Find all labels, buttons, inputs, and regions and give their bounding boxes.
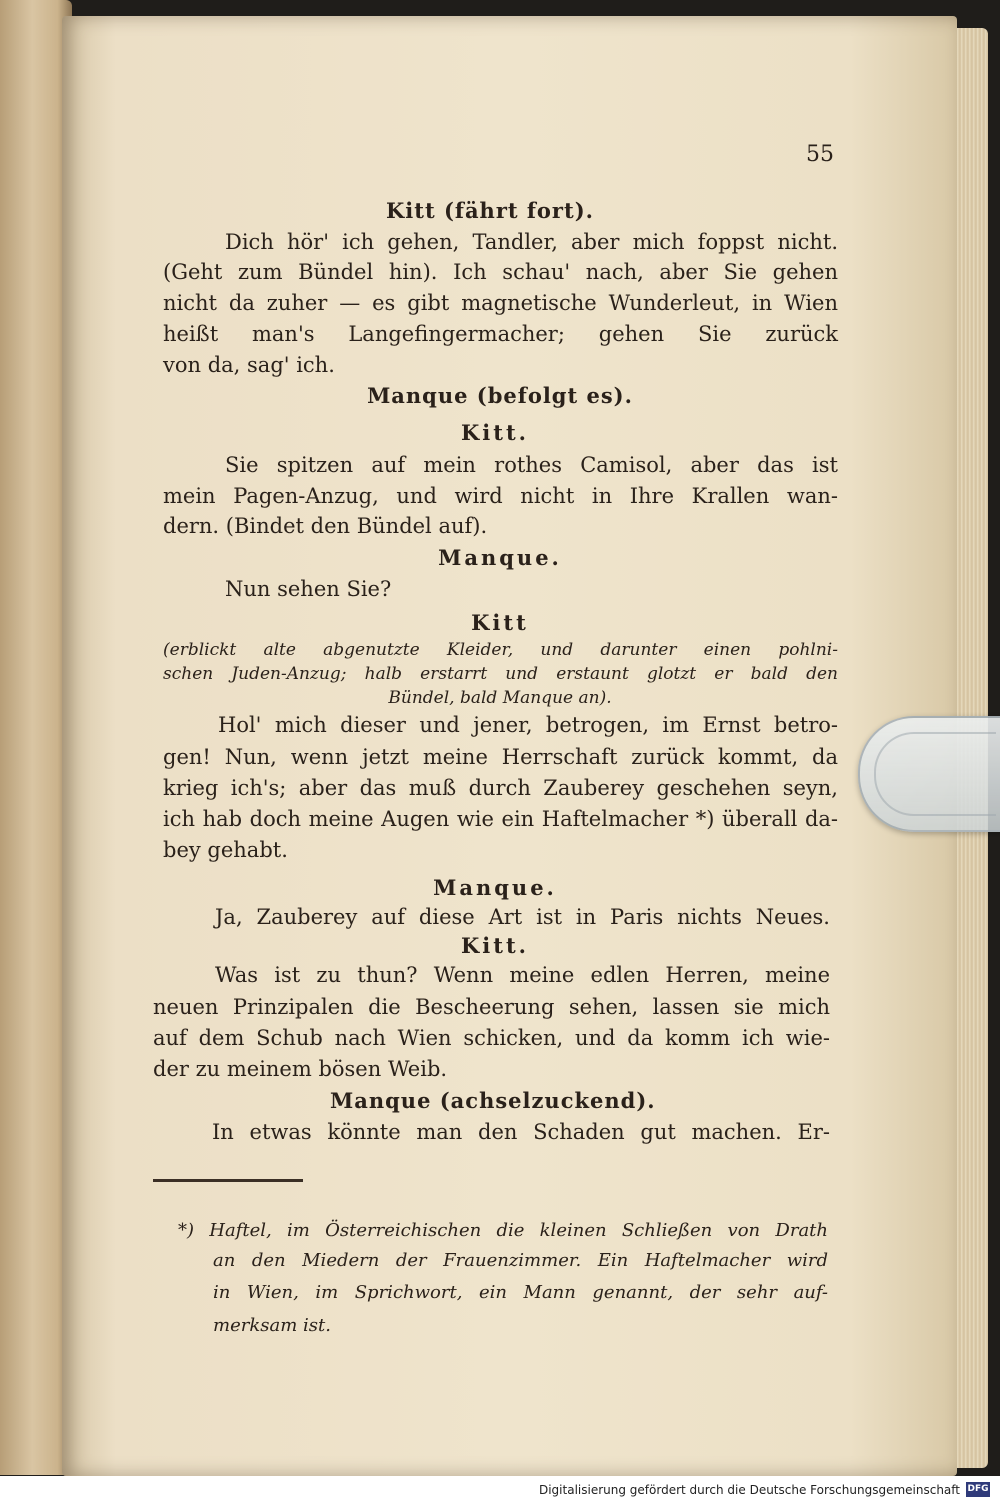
- speaker-kitt: Kitt (fährt fort).: [386, 198, 594, 223]
- text-line: Ja, Zauberey auf diese Art ist in Paris nichts Neues.: [215, 905, 830, 929]
- stage-direction: schen Juden-Anzug; halb erstarrt und erstaunt glotzt er bald den: [163, 664, 838, 684]
- text-line: ich hab doch meine Augen wie ein Haftelmacher *) überall da-: [163, 807, 838, 831]
- text-line: gen! Nun, wenn jetzt meine Herrschaft zurück kommt, da: [163, 745, 838, 769]
- text-line: krieg ich's; aber das muß durch Zauberey geschehen seyn,: [163, 776, 838, 800]
- stage-direction: (erblickt alte abgenutzte Kleider, und darunter einen pohlni-: [163, 640, 838, 660]
- text-line: Was ist zu thun? Wenn meine edlen Herren, meine: [215, 963, 830, 987]
- text-line: In etwas könnte man den Schaden gut machen. Er-: [212, 1120, 830, 1144]
- text-line: der zu meinem bösen Weib.: [153, 1057, 448, 1081]
- text-line: Hol' mich dieser und jener, betrogen, im Ernst betro-: [218, 713, 838, 737]
- text-line: auf dem Schub nach Wien schicken, und da komm ich wie-: [153, 1026, 830, 1050]
- speaker-kitt: Kitt: [471, 610, 529, 635]
- speaker-kitt: Kitt.: [461, 933, 529, 958]
- paper-clip: [858, 716, 1000, 832]
- footnote-rule: [153, 1179, 303, 1182]
- footnote-line: merksam ist.: [213, 1315, 331, 1336]
- speaker-manque: Manque.: [433, 875, 557, 900]
- speaker-manque: Manque (achselzuckend).: [330, 1088, 656, 1113]
- stage-direction: Bündel, bald Manque an).: [388, 688, 612, 708]
- footnote-line: *) Haftel, im Österreichischen die kleinen Schließen von Drath: [178, 1220, 828, 1241]
- page-number: 55: [806, 142, 834, 167]
- footnote-line: in Wien, im Sprichwort, ein Mann genannt, der sehr auf-: [213, 1282, 828, 1303]
- text-line: von da, sag' ich.: [163, 353, 335, 377]
- dfg-logo: DFG: [966, 1482, 990, 1497]
- text-line: Nun sehen Sie?: [225, 577, 392, 601]
- footnote-line: an den Miedern der Frauenzimmer. Ein Haftelmacher wird: [213, 1250, 828, 1271]
- speaker-manque: Manque.: [438, 545, 562, 570]
- text-line: Dich hör' ich gehen, Tandler, aber mich foppst nicht.: [225, 230, 838, 254]
- text-line: neuen Prinzipalen die Bescheerung sehen, lassen sie mich: [153, 995, 830, 1019]
- text-line: Sie spitzen auf mein rothes Camisol, aber das ist: [225, 453, 838, 477]
- speaker-manque: Manque (befolgt es).: [367, 383, 633, 408]
- speaker-kitt: Kitt.: [461, 420, 529, 445]
- text-line: bey gehabt.: [163, 838, 288, 862]
- digitization-footer: [0, 1476, 1000, 1504]
- text-line: dern. (Bindet den Bündel auf).: [163, 514, 488, 538]
- text-line: nicht da zuher — es gibt magnetische Wunderleut, in Wien: [163, 291, 838, 315]
- text-line: heißt man's Langefingermacher; gehen Sie zurück: [163, 322, 838, 346]
- text-line: mein Pagen-Anzug, und wird nicht in Ihre Krallen wan-: [163, 484, 838, 508]
- funding-notice: Digitalisierung gefördert durch die Deutsche Forschungsgemeinschaft: [538, 1483, 960, 1497]
- text-line: (Geht zum Bündel hin). Ich schau' nach, aber Sie gehen: [163, 260, 838, 284]
